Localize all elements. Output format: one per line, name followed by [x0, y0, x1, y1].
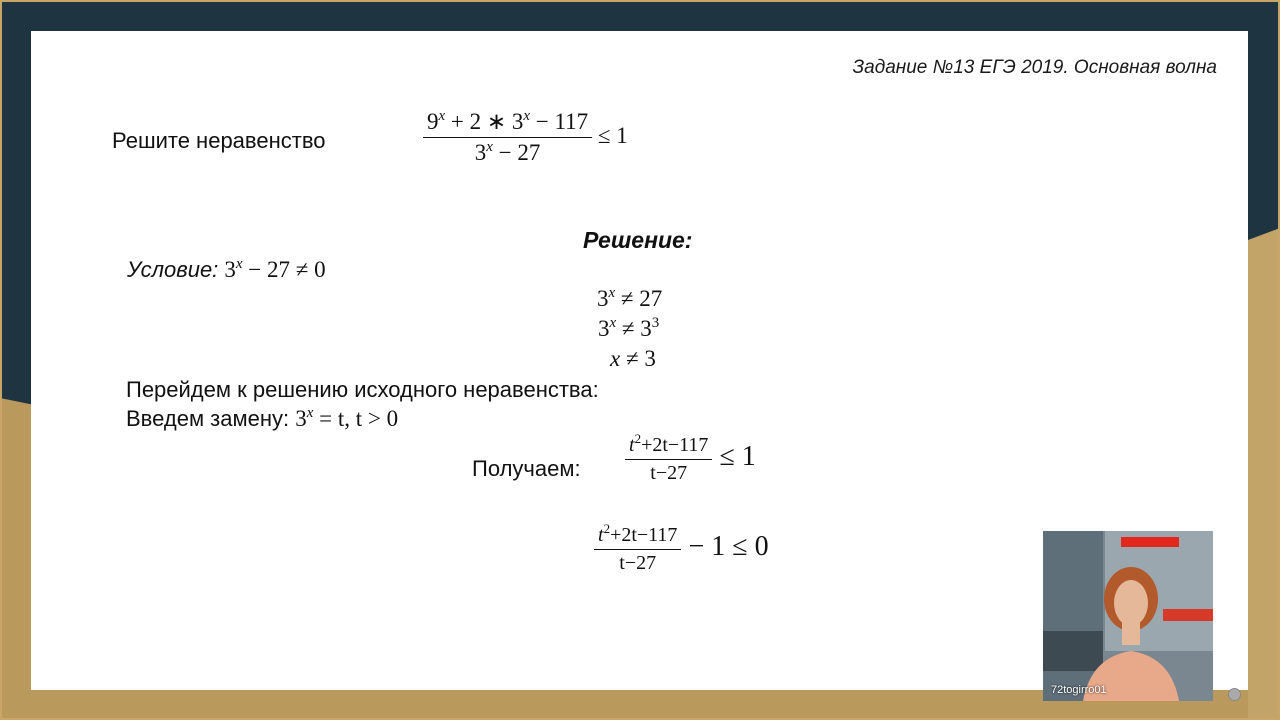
condition-line: Условие: $3^x - 27 \ne 0$ — [127, 256, 326, 282]
result-inequality: $\frac{t^2+2t-117}{t-27}$ ≤ 1 — [625, 434, 756, 485]
transition-text: Перейдем к решению исходного неравенства: — [126, 377, 599, 402]
problem-fraction: $\frac{9^x + 2 ∗ 3^x - 117}{3^x - 27}$ — [423, 109, 592, 166]
webcam-feed-image — [1043, 531, 1213, 701]
problem-rhs: ≤ 1 — [592, 122, 628, 148]
problem-inequality — [423, 109, 628, 166]
condition-step-1: 3$^x$ ≠ 27 — [597, 285, 663, 311]
webcam-username: 72togirro01 — [1051, 684, 1107, 696]
webcam-video[interactable] — [1043, 531, 1213, 701]
result-label: Получаем: — [472, 456, 581, 481]
substitution-line: Введем замену: $3^x = t$, t > 0 — [126, 405, 399, 431]
problem-prompt: Решите неравенство — [112, 128, 326, 153]
solution-heading: Решение: — [583, 227, 693, 253]
settings-icon[interactable] — [1228, 688, 1241, 701]
condition-step-3: x ≠ 3 — [610, 346, 656, 371]
task-title: Задание №13 ЕГЭ 2019. Основная волна — [852, 57, 1217, 78]
condition-step-2: $3^x \ne 3^3$ — [598, 315, 660, 341]
final-inequality: $\frac{t^2+2t-117}{t-27}$ − 1 ≤ 0 — [594, 524, 769, 575]
